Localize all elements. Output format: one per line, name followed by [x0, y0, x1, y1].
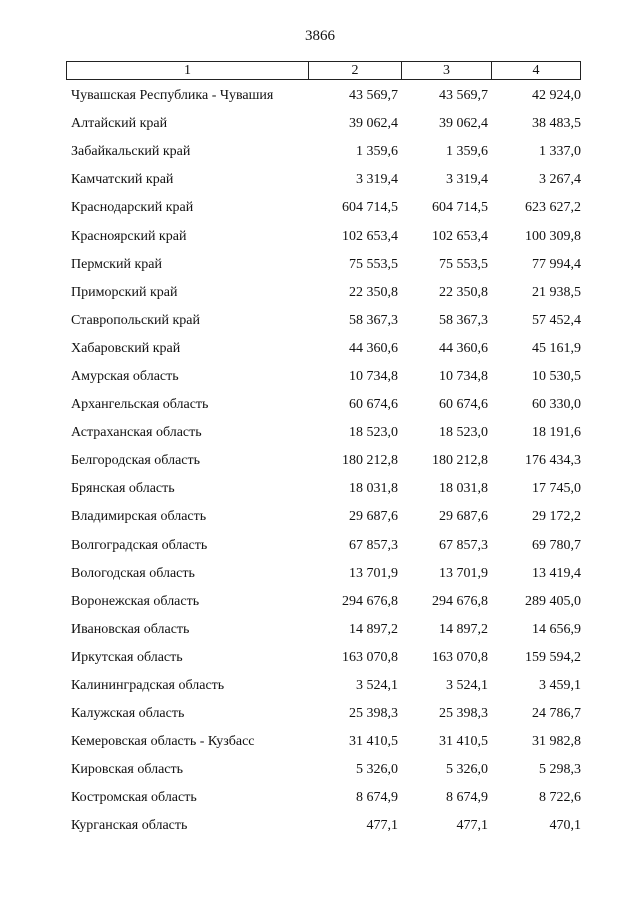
table-row [66, 110, 581, 138]
value-col-3: 8 674,9 [446, 790, 488, 806]
table-body [66, 82, 581, 841]
value-col-2: 39 062,4 [349, 116, 398, 132]
region-name: Чувашская Республика - Чувашия [71, 88, 274, 104]
region-name: Астраханская область [71, 425, 202, 441]
value-col-4: 18 191,6 [532, 425, 581, 441]
region-name: Владимирская область [71, 509, 207, 525]
value-col-2: 477,1 [366, 818, 398, 834]
table-row [66, 644, 581, 672]
value-col-2: 163 070,8 [342, 649, 398, 665]
value-col-3: 67 857,3 [439, 537, 488, 553]
region-name: Амурская область [71, 368, 179, 384]
table-row [66, 279, 581, 307]
value-col-3: 44 360,6 [439, 340, 488, 356]
value-col-4: 470,1 [549, 818, 581, 834]
value-col-4: 3 459,1 [539, 678, 581, 694]
page-number: 3866 [305, 28, 335, 44]
value-col-2: 3 319,4 [356, 172, 398, 188]
table-row [66, 756, 581, 784]
table-row [66, 166, 581, 194]
table-row [66, 447, 581, 475]
value-col-2: 13 701,9 [349, 565, 398, 581]
value-col-2: 29 687,6 [349, 509, 398, 525]
value-col-2: 18 031,8 [349, 481, 398, 497]
region-name: Приморский край [71, 284, 178, 300]
region-name: Волгоградская область [71, 537, 208, 553]
value-col-3: 13 701,9 [439, 565, 488, 581]
value-col-2: 5 326,0 [356, 762, 398, 778]
value-col-4: 176 434,3 [525, 453, 581, 469]
table-row [66, 222, 581, 250]
table-row [66, 251, 581, 279]
value-col-2: 67 857,3 [349, 537, 398, 553]
value-col-4: 10 530,5 [532, 368, 581, 384]
value-col-3: 294 676,8 [432, 593, 488, 609]
table-header [66, 61, 581, 80]
table-row [66, 419, 581, 447]
region-name: Ивановская область [71, 621, 190, 637]
region-name: Курганская область [71, 818, 188, 834]
region-name: Брянская область [71, 481, 175, 497]
table-row [66, 728, 581, 756]
value-col-2: 1 359,6 [356, 144, 398, 160]
value-col-2: 22 350,8 [349, 284, 398, 300]
value-col-3: 3 319,4 [446, 172, 488, 188]
table-row [66, 82, 581, 110]
value-col-3: 31 410,5 [439, 734, 488, 750]
table-row [66, 616, 581, 644]
value-col-4: 159 594,2 [525, 649, 581, 665]
table-row [66, 588, 581, 616]
value-col-4: 77 994,4 [532, 256, 581, 272]
region-name: Калининградская область [71, 678, 225, 694]
header-col-1: 1 [184, 62, 191, 78]
table-row [66, 475, 581, 503]
region-name: Белгородская область [71, 453, 201, 469]
value-col-3: 60 674,6 [439, 397, 488, 413]
header-col-4: 4 [491, 62, 580, 79]
value-col-4: 60 330,0 [532, 397, 581, 413]
value-col-3: 58 367,3 [439, 312, 488, 328]
region-name: Иркутская область [71, 649, 183, 665]
value-col-3: 5 326,0 [446, 762, 488, 778]
value-col-2: 180 212,8 [342, 453, 398, 469]
table-row [66, 700, 581, 728]
value-col-3: 14 897,2 [439, 621, 488, 637]
value-col-3: 18 523,0 [439, 425, 488, 441]
value-col-3: 43 569,7 [439, 88, 488, 104]
value-col-4: 38 483,5 [532, 116, 581, 132]
value-col-2: 60 674,6 [349, 397, 398, 413]
value-col-4: 5 298,3 [539, 762, 581, 778]
region-name: Камчатский край [71, 172, 174, 188]
table-row [66, 503, 581, 531]
header-col-2: 2 [308, 62, 401, 79]
value-col-3: 1 359,6 [446, 144, 488, 160]
value-col-3: 18 031,8 [439, 481, 488, 497]
table-row [66, 307, 581, 335]
region-name: Ставропольский край [71, 312, 200, 328]
value-col-4: 1 337,0 [539, 144, 581, 160]
value-col-4: 69 780,7 [532, 537, 581, 553]
value-col-4: 289 405,0 [525, 593, 581, 609]
value-col-4: 31 982,8 [532, 734, 581, 750]
value-col-2: 25 398,3 [349, 706, 398, 722]
value-col-4: 100 309,8 [525, 228, 581, 244]
value-col-3: 75 553,5 [439, 256, 488, 272]
value-col-4: 8 722,6 [539, 790, 581, 806]
value-col-2: 294 676,8 [342, 593, 398, 609]
value-col-4: 29 172,2 [532, 509, 581, 525]
value-col-4: 14 656,9 [532, 621, 581, 637]
value-col-4: 21 938,5 [532, 284, 581, 300]
table-row [66, 363, 581, 391]
header-col-3: 3 [401, 62, 491, 79]
value-col-2: 31 410,5 [349, 734, 398, 750]
value-col-2: 8 674,9 [356, 790, 398, 806]
value-col-2: 75 553,5 [349, 256, 398, 272]
table-row [66, 194, 581, 222]
value-col-2: 14 897,2 [349, 621, 398, 637]
value-col-3: 180 212,8 [432, 453, 488, 469]
value-col-4: 42 924,0 [532, 88, 581, 104]
table-row [66, 560, 581, 588]
region-name: Архангельская область [71, 397, 209, 413]
region-name: Хабаровский край [71, 340, 181, 356]
table-row [66, 532, 581, 560]
region-name: Краснодарский край [71, 200, 194, 216]
value-col-3: 163 070,8 [432, 649, 488, 665]
table-row [66, 812, 581, 840]
value-col-2: 43 569,7 [349, 88, 398, 104]
table-row [66, 335, 581, 363]
value-col-4: 17 745,0 [532, 481, 581, 497]
value-col-3: 29 687,6 [439, 509, 488, 525]
value-col-2: 3 524,1 [356, 678, 398, 694]
value-col-3: 39 062,4 [439, 116, 488, 132]
value-col-2: 10 734,8 [349, 368, 398, 384]
table-row [66, 672, 581, 700]
value-col-3: 25 398,3 [439, 706, 488, 722]
value-col-4: 3 267,4 [539, 172, 581, 188]
region-name: Красноярский край [71, 228, 187, 244]
region-name: Алтайский край [71, 116, 168, 132]
value-col-2: 58 367,3 [349, 312, 398, 328]
value-col-2: 102 653,4 [342, 228, 398, 244]
value-col-3: 477,1 [456, 818, 488, 834]
region-name: Костромская область [71, 790, 197, 806]
value-col-3: 102 653,4 [432, 228, 488, 244]
region-name: Пермский край [71, 256, 162, 272]
region-name: Вологодская область [71, 565, 195, 581]
value-col-4: 24 786,7 [532, 706, 581, 722]
table-row [66, 138, 581, 166]
region-name: Кемеровская область - Кузбасс [71, 734, 255, 750]
value-col-3: 10 734,8 [439, 368, 488, 384]
value-col-2: 44 360,6 [349, 340, 398, 356]
region-name: Забайкальский край [71, 144, 191, 160]
value-col-4: 13 419,4 [532, 565, 581, 581]
value-col-4: 57 452,4 [532, 312, 581, 328]
value-col-3: 604 714,5 [432, 200, 488, 216]
region-name: Калужская область [71, 706, 185, 722]
value-col-3: 22 350,8 [439, 284, 488, 300]
value-col-4: 45 161,9 [532, 340, 581, 356]
value-col-4: 623 627,2 [525, 200, 581, 216]
value-col-2: 604 714,5 [342, 200, 398, 216]
region-name: Воронежская область [71, 593, 200, 609]
value-col-2: 18 523,0 [349, 425, 398, 441]
value-col-3: 3 524,1 [446, 678, 488, 694]
region-name: Кировская область [71, 762, 184, 778]
table-row [66, 784, 581, 812]
table-row [66, 391, 581, 419]
